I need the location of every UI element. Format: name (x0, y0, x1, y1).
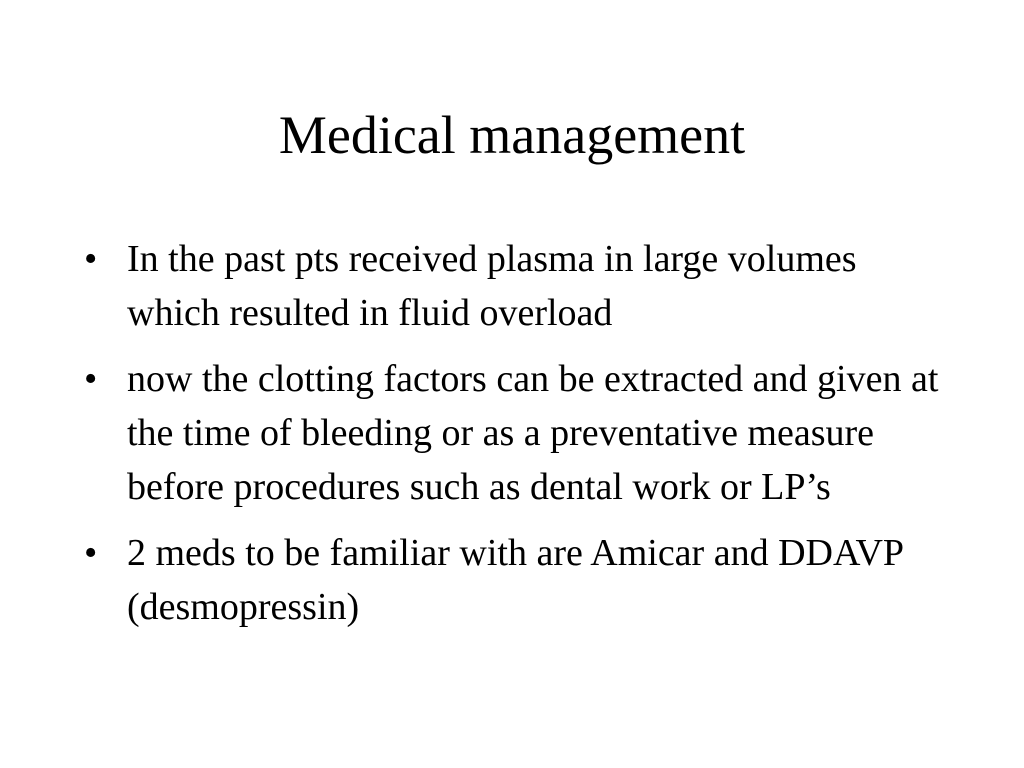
bullet-item-plasma (84, 232, 944, 340)
bullet-item-clotting-factors (84, 352, 944, 514)
bullet-text: In the past pts received plasma in large volumes which resulted in fluid overload (127, 238, 857, 334)
bullet-marker-icon: • (84, 238, 98, 280)
bullet-marker-icon: • (84, 532, 98, 574)
bullet-text: now the clotting factors can be extracted and given at the time of bleeding or as a preventative measure before procedures such as dental work or LP’s (127, 358, 939, 508)
bullet-text: 2 meds to be familiar with are Amicar and DDAVP (desmopressin) (127, 532, 903, 628)
bullet-item-meds (84, 526, 944, 634)
slide-title: Medical management (278, 105, 746, 165)
bullet-list (84, 232, 944, 646)
bullet-marker-icon: • (84, 358, 98, 400)
